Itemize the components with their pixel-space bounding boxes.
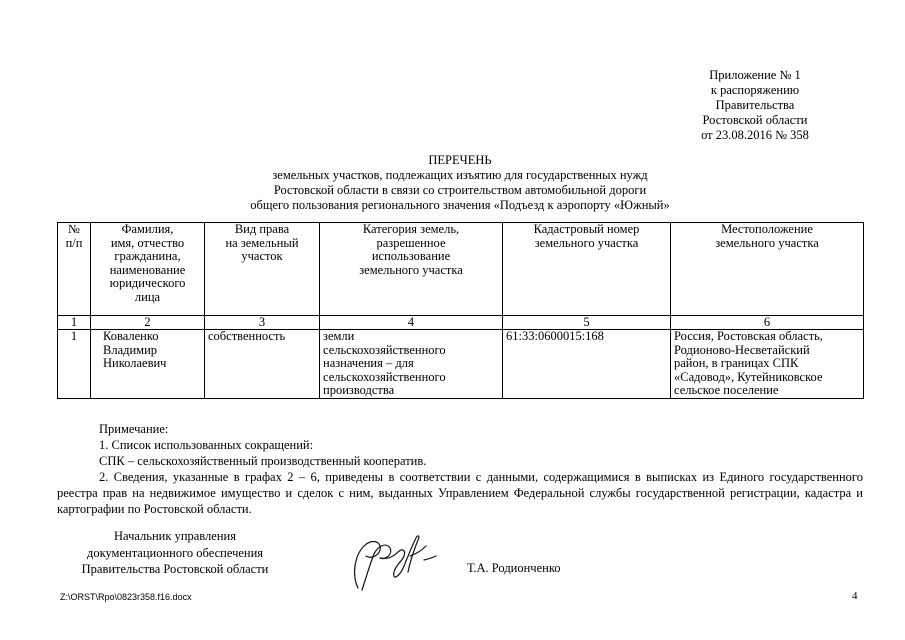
title-line: Ростовской области в связи со строительством автомобильной дороги [273, 183, 647, 197]
cell-line: Николаевич [103, 356, 167, 370]
header-line: на земельный [225, 235, 299, 250]
header-number [58, 223, 91, 316]
cell-number [58, 330, 91, 399]
notes-item-2: 2. Сведения, указанные в графах 2 – 6, приведены в соответствии с данными, содержащимися в выписках из Единого государственного реестра прав на недвижимое имущество и сделок с ним, выданных Управлением Федеральной службы государственной регистрации, кадастра и картографии по Ростовской области. [57, 470, 863, 516]
title-block [150, 153, 770, 213]
header-line: гражданина, [114, 249, 181, 263]
cell-line: назначения – для [323, 356, 414, 370]
notes-item-1: 1. Список использованных сокращений: [99, 438, 314, 452]
appendix-line: Приложение № 1 [709, 68, 801, 82]
cell-line: «Садовод», Кутейниковское [674, 369, 823, 384]
column-number: 4 [320, 316, 503, 330]
header-line: п/п [65, 235, 83, 250]
notes-abbreviation: СПК – сельскохозяйственный производственный кооператив. [99, 454, 427, 468]
notes-heading: Примечание: [99, 422, 169, 436]
title-line: земельных участков, подлежащих изъятию для государственных нужд [272, 168, 648, 182]
header-line: наименование [109, 262, 186, 277]
cell-line: район, в границах СПК [674, 356, 799, 370]
cell-line: Владимир [103, 342, 158, 357]
header-cadastral-number [503, 223, 671, 316]
header-line: Вид права [234, 222, 290, 236]
column-number: 1 [58, 316, 91, 330]
header-right-type [205, 223, 320, 316]
cell-line: сельскохозяйственного [323, 369, 446, 384]
header-line: земельного участка [359, 262, 463, 277]
notes-block [57, 421, 863, 517]
header-line: Кадастровый номер [533, 222, 640, 236]
header-land-category [320, 223, 503, 316]
cell-line: сельскохозяйственного [323, 342, 446, 357]
header-line: земельного участка [715, 235, 819, 250]
position-line: Начальник управления [114, 529, 236, 543]
cell-owner [91, 330, 205, 399]
position-line: документационного обеспечения [86, 545, 264, 560]
table-header-row [58, 223, 864, 316]
header-line: Категория земель, [362, 222, 460, 236]
position-line: Правительства Ростовской области [81, 562, 269, 576]
signatory-position [60, 528, 290, 578]
cell-line: сельское поселение [674, 383, 779, 397]
column-number-row [58, 316, 864, 330]
appendix-line: Правительства [715, 98, 795, 112]
header-line: использование [371, 249, 451, 263]
header-location [671, 223, 864, 316]
page-number: 4 [852, 590, 858, 602]
column-number: 6 [671, 316, 864, 330]
cell-line: собственность [208, 329, 286, 343]
header-line: Местоположение [721, 222, 813, 236]
footer-file-path: Z:\ORST\Rpo\0823r358.f16.docx [60, 592, 192, 602]
cell-line: Россия, Ростовская область, [674, 329, 823, 343]
appendix-block [660, 68, 850, 143]
cell-land-category [320, 330, 503, 399]
header-line: юридического [109, 276, 186, 290]
header-line: участок [241, 249, 283, 263]
cell-line: производства [323, 383, 395, 397]
land-plots-table [57, 222, 864, 399]
cell-line: Родионово-Несветайский [674, 342, 810, 357]
cell-line: 1 [70, 329, 78, 343]
column-number: 5 [503, 316, 671, 330]
cell-line: Коваленко [103, 329, 159, 343]
table-row [58, 330, 864, 399]
title-line: общего пользования регионального значения «Подъезд к аэропорту «Южный» [250, 198, 670, 212]
document-heading: ПЕРЕЧЕНЬ [428, 153, 492, 167]
signatory-name: Т.А. Родионченко [467, 561, 561, 575]
header-line: земельного участка [534, 235, 639, 250]
header-line: лица [134, 289, 161, 304]
cell-right-type [205, 330, 320, 399]
header-line: № [68, 222, 80, 236]
appendix-line: от 23.08.2016 № 358 [701, 128, 809, 142]
column-number: 3 [205, 316, 320, 330]
header-line: Фамилия, [121, 222, 174, 236]
appendix-line: к распоряжению [710, 83, 800, 97]
handwritten-signature [340, 526, 440, 596]
cell-cadastral-number [503, 330, 671, 399]
column-number: 2 [91, 316, 205, 330]
appendix-line: Ростовской области [702, 113, 808, 127]
cell-line: земли [323, 329, 355, 343]
header-line: разрешенное [376, 235, 446, 250]
header-line: имя, отчество [110, 235, 185, 250]
cell-location [671, 330, 864, 399]
header-owner [91, 223, 205, 316]
cell-line: 61:33:0600015:168 [506, 329, 604, 343]
